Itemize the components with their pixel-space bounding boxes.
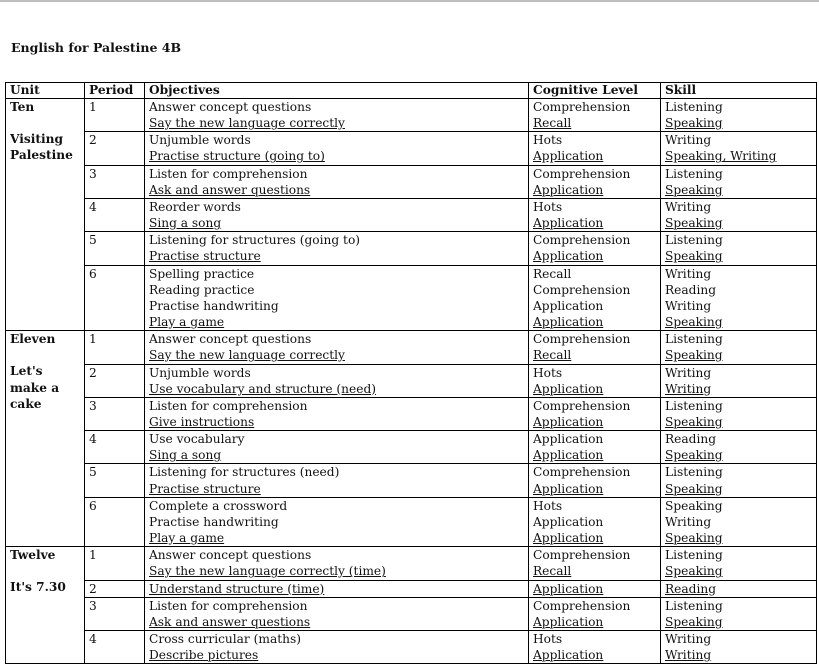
skill-line: Listening [665,233,723,248]
period-cell: 4 [85,431,145,464]
unit-title-line: Visiting [10,132,64,147]
skill-line: Listening [665,548,723,563]
cognitive-level-cell [529,364,661,397]
period-cell: 1 [85,547,145,580]
objective-cell [145,497,529,546]
objective-line: Listen for comprehension [149,398,308,413]
table-row [6,331,817,364]
cognitive-level-line: Recall [533,266,572,281]
objective-line: Say the new language correctly [149,116,345,131]
unit-name: Eleven [10,332,56,347]
skill-cell [661,331,817,364]
unit-name: Twelve [10,548,56,563]
objective-line: Answer concept questions [149,100,312,114]
cognitive-level-cell [529,331,661,364]
skill-cell [661,497,817,546]
period-cell: 1 [85,99,145,132]
table-row [6,397,817,430]
period-cell: 3 [85,397,145,430]
cognitive-level-line: Application [533,216,604,231]
skill-cell [661,198,817,231]
cognitive-level-cell [529,431,661,464]
skill-line: Speaking [665,348,723,363]
skill-line: Speaking [665,481,723,496]
skill-line: Reading [665,432,717,447]
unit-title-line: cake [10,396,42,411]
skill-line: Speaking [665,498,723,513]
cognitive-level-line: Hots [533,498,563,513]
table-row [6,431,817,464]
skill-line: Speaking [665,614,723,629]
table-body [6,99,817,664]
objective-cell [145,580,529,597]
objective-line: Ask and answer questions [149,614,311,629]
period-cell: 6 [85,265,145,331]
unit-title-line: Let's [10,364,43,379]
cognitive-level-cell [529,580,661,597]
table-row [6,631,817,664]
skill-line: Writing [665,381,712,396]
skill-cell [661,580,817,597]
objective-cell [145,397,529,430]
objective-cell [145,265,529,331]
period-cell: 4 [85,198,145,231]
objective-cell [145,464,529,497]
cognitive-level-line: Application [533,648,604,663]
cognitive-level-line: Application [533,149,604,164]
unit-name: Ten [10,100,35,114]
period-cell: 3 [85,597,145,630]
cognitive-level-line: Comprehension [533,398,631,413]
period-cell: 2 [85,580,145,597]
skill-cell [661,397,817,430]
objective-line: Practise structure (going to) [149,149,325,164]
cognitive-level-line: Application [533,614,604,629]
unit-cell [6,547,85,664]
skill-line: Writing [665,266,712,281]
skill-cell [661,597,817,630]
skill-cell [661,132,817,165]
cognitive-level-line: Comprehension [533,282,631,297]
skill-cell [661,265,817,331]
objective-line: Practise structure [149,481,261,496]
skill-line: Speaking [665,315,723,330]
header-skill: Skill [661,83,817,99]
skill-line: Speaking [665,116,723,131]
lesson-plan-table [5,82,817,664]
cognitive-level-cell [529,265,661,331]
period-cell: 6 [85,497,145,546]
cognitive-level-cell [529,232,661,265]
cognitive-level-line: Comprehension [533,465,631,480]
table-row [6,580,817,597]
skill-cell [661,431,817,464]
cognitive-level-cell [529,464,661,497]
objective-cell [145,165,529,198]
objective-cell [145,547,529,580]
cognitive-level-line: Comprehension [533,332,631,347]
objective-line: Cross curricular (maths) [149,632,301,646]
cognitive-level-line: Application [533,182,604,197]
cognitive-level-line: Application [533,381,604,396]
objective-line: Practise handwriting [149,298,279,313]
skill-line: Speaking [665,448,723,463]
cognitive-level-line: Recall [533,116,572,131]
cognitive-level-line: Application [533,249,604,264]
objective-line: Practise handwriting [149,514,279,529]
cognitive-level-line: Application [533,448,604,463]
objective-line: Sing a song [149,448,222,463]
objective-cell [145,597,529,630]
cognitive-level-cell [529,631,661,664]
objective-line: Practise structure [149,249,261,264]
table-row [6,265,817,331]
top-border-line [0,0,819,2]
table-row [6,165,817,198]
objective-line: Say the new language correctly (time) [149,564,386,579]
table-header-row [6,83,817,99]
skill-cell [661,547,817,580]
cognitive-level-cell [529,547,661,580]
cognitive-level-line: Application [533,414,604,429]
cognitive-level-cell [529,497,661,546]
unit-title-line: It's 7.30 [10,580,66,595]
table-row [6,364,817,397]
objective-line: Give instructions [149,414,255,429]
skill-cell [661,165,817,198]
objective-cell [145,232,529,265]
header-cognitive-level: Cognitive Level [529,83,661,99]
objective-line: Listening for structures (going to) [149,233,361,248]
objective-cell [145,364,529,397]
skill-line: Speaking [665,531,723,546]
skill-line: Speaking [665,249,723,264]
skill-line: Listening [665,166,723,181]
skill-line: Writing [665,648,712,663]
table-row [6,132,817,165]
unit-cell [6,331,85,547]
cognitive-level-line: Application [533,432,604,447]
skill-line: Speaking [665,182,723,197]
table-row [6,547,817,580]
skill-cell [661,631,817,664]
objective-cell [145,198,529,231]
cognitive-level-line: Recall [533,564,572,579]
objective-line: Reorder words [149,199,241,214]
cognitive-level-cell [529,597,661,630]
unit-title-line: make a [10,380,60,395]
objective-line: Sing a song [149,216,222,231]
header-unit: Unit [6,83,85,99]
objective-line: Ask and answer questions [149,182,311,197]
cognitive-level-cell [529,165,661,198]
skill-line: Speaking [665,414,723,429]
objective-line: Describe pictures [149,648,259,663]
cognitive-level-line: Hots [533,632,563,646]
objective-line: Play a game [149,315,225,330]
skill-line: Reading [665,282,717,297]
cognitive-level-line: Comprehension [533,233,631,248]
cognitive-level-line: Application [533,514,604,529]
cognitive-level-line: Application [533,531,604,546]
objective-line: Understand structure (time) [149,581,325,596]
objective-line: Spelling practice [149,266,255,281]
cognitive-level-cell [529,99,661,132]
cognitive-level-line: Comprehension [533,548,631,563]
skill-cell [661,232,817,265]
skill-line: Listening [665,465,723,480]
objective-line: Answer concept questions [149,548,312,563]
header-period: Period [85,83,145,99]
cognitive-level-line: Comprehension [533,598,631,613]
objective-line: Use vocabulary [149,432,245,447]
skill-cell [661,464,817,497]
cognitive-level-cell [529,132,661,165]
skill-line: Writing [665,298,712,313]
objective-line: Play a game [149,531,225,546]
unit-cell [6,99,85,331]
cognitive-level-line: Hots [533,199,563,214]
cognitive-level-line: Application [533,581,604,596]
table-row [6,232,817,265]
objective-line: Unjumble words [149,365,251,380]
period-cell: 2 [85,132,145,165]
skill-line: Writing [665,514,712,529]
objective-cell [145,331,529,364]
period-cell: 1 [85,331,145,364]
period-cell: 2 [85,364,145,397]
objective-cell [145,431,529,464]
table-row [6,497,817,546]
skill-cell [661,99,817,132]
cognitive-level-line: Application [533,481,604,496]
period-cell: 3 [85,165,145,198]
skill-line: Writing [665,199,712,214]
cognitive-level-line: Hots [533,365,563,380]
table-row [6,597,817,630]
cognitive-level-line: Comprehension [533,166,631,181]
objective-line: Listening for structures (need) [149,465,340,480]
objective-line: Complete a crossword [149,498,288,513]
objective-cell [145,99,529,132]
period-cell: 5 [85,232,145,265]
table-row [6,464,817,497]
document-title: English for Palestine 4B [11,40,182,55]
objective-line: Reading practice [149,282,255,297]
skill-line: Writing [665,365,712,380]
skill-line: Listening [665,598,723,613]
skill-line: Listening [665,100,723,114]
unit-title-line: Palestine [10,148,73,163]
objective-line: Answer concept questions [149,332,312,347]
header-objectives: Objectives [145,83,529,99]
skill-line: Reading [665,581,717,596]
cognitive-level-cell [529,397,661,430]
cognitive-level-cell [529,198,661,231]
skill-line: Writing [665,632,712,646]
skill-line: Speaking [665,216,723,231]
skill-line: Speaking, Writing [665,149,777,164]
objective-line: Listen for comprehension [149,166,308,181]
cognitive-level-line: Application [533,315,604,330]
objective-line: Use vocabulary and structure (need) [149,381,377,396]
table-row [6,198,817,231]
objective-line: Unjumble words [149,133,251,148]
skill-line: Listening [665,398,723,413]
objective-cell [145,132,529,165]
period-cell: 5 [85,464,145,497]
skill-line: Speaking [665,564,723,579]
table-row [6,99,817,132]
objective-cell [145,631,529,664]
skill-cell [661,364,817,397]
cognitive-level-line: Comprehension [533,100,631,114]
cognitive-level-line: Hots [533,133,563,148]
cognitive-level-line: Recall [533,348,572,363]
objective-line: Listen for comprehension [149,598,308,613]
objective-line: Say the new language correctly [149,348,345,363]
cognitive-level-line: Application [533,298,604,313]
period-cell: 4 [85,631,145,664]
skill-line: Listening [665,332,723,347]
skill-line: Writing [665,133,712,148]
